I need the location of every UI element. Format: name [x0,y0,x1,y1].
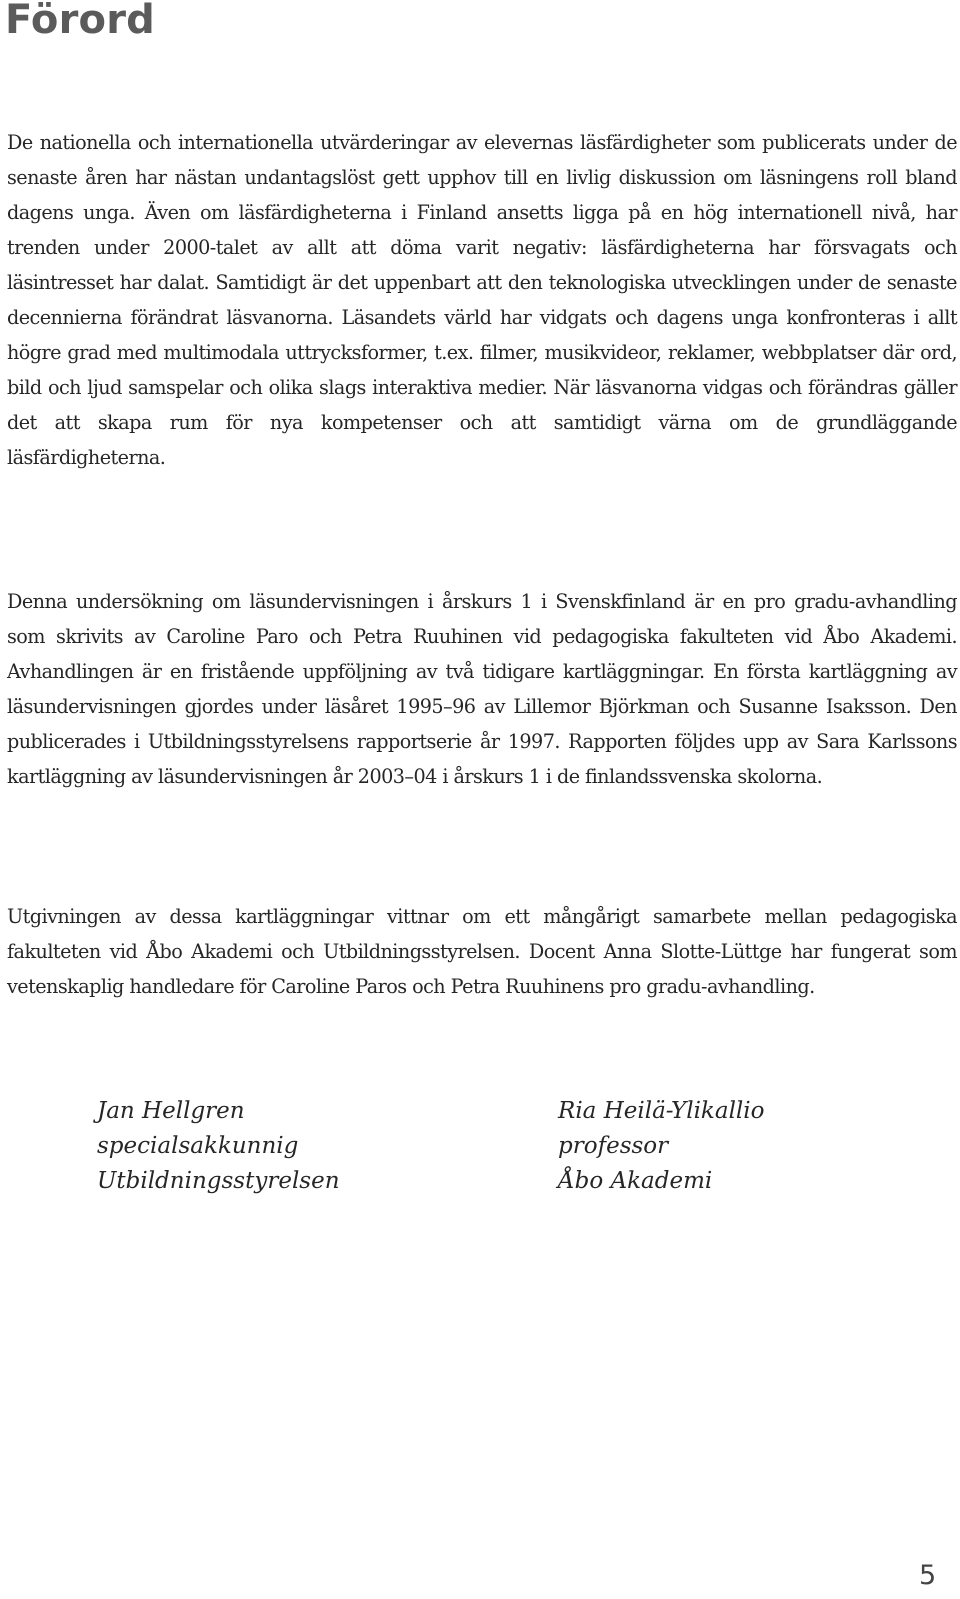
signature-block-left [97,1094,340,1199]
signatory-title: professor [558,1133,669,1159]
signatory-name: Ria Heilä-Ylikallio [558,1098,765,1124]
preface-paragraph-3: Utgivningen av dessa kartläggningar vittnar om ett mångårigt samarbete mellan pedagogiska fakulteten vid Åbo Akademi och Utbildningsstyrelsen. Docent Anna Slotte-Lüttge har fungerat som vetenskaplig handledare för Caroline Paros och Petra Ruuhinens pro gradu-avhandling. [7,905,957,998]
preface-paragraph-1: De nationella och internationella utvärderingar av elevernas läsfärdigheter som publicerats under de senaste åren har nästan undantagslöst gett upphov till en livlig diskussion om läsningens roll bland dagens unga. Även om läsfärdigheterna i Finland ansetts ligga på en hög internationell nivå, har trenden under 2000-talet av allt att döma varit negativ: läsfärdigheterna har försvagats och läsintresset har dalat. Samtidigt är det uppenbart att den teknologiska utvecklingen under de senaste decennierna förändrat läsvanorna. Läsandets värld har vidgats och dagens unga konfronteras i allt högre grad med multimodala uttrycksformer, t.ex. filmer, musikvideor, reklamer, webbplatser där ord, bild och ljud samspelar och olika slags interaktiva medier. När läsvanorna vidgas och förändras gäller det att skapa rum för nya kompetenser och att samtidigt värna om de grundläggande läsfärdigheterna. [7,131,957,469]
signatory-organization: Åbo Akademi [558,1168,713,1194]
page-title: Förord [5,0,155,43]
signature-block-right [558,1094,765,1199]
preface-paragraph-2: Denna undersökning om läsundervisningen i årskurs 1 i Svenskfinland är en pro gradu-avhandling som skrivits av Caroline Paro och Petra Ruuhinen vid pedagogiska fakulteten vid Åbo Akademi. Avhandlingen är en fristående uppföljning av två tidigare kartläggningar. En första kartläggning av läsundervisningen gjordes under läsåret 1995–96 av Lillemor Björkman och Susanne Isaksson. Den publicerades i Utbildningsstyrelsens rapportserie år 1997. Rapporten följdes upp av Sara Karlssons kartläggning av läsundervisningen år 2003–04 i årskurs 1 i de finlandssvenska skolorna. [7,590,957,788]
signatory-organization: Utbildningsstyrelsen [97,1168,340,1194]
page-number: 5 [919,1560,937,1591]
signatory-title: specialsakkunnig [97,1133,299,1159]
signatory-name: Jan Hellgren [97,1098,245,1124]
